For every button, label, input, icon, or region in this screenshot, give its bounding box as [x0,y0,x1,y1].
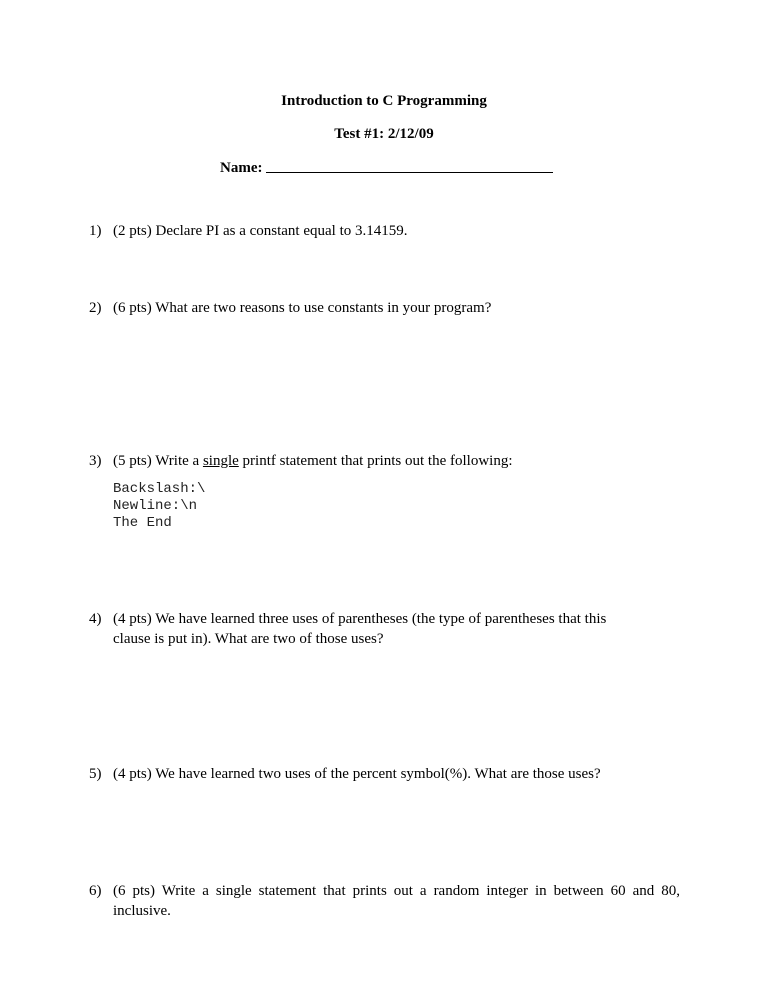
test-date-line: Test #1: 2/12/09 [334,126,434,142]
question-4 [89,609,645,649]
question-text: (4 pts) We have learned two uses of the percent symbol(%). What are those uses? [113,766,601,782]
question-text: (4 pts) We have learned three uses of parentheses (the type of parentheses that this clause is put in). What are two of those uses? [113,611,607,647]
question-number: 2) [89,300,102,316]
question-2 [89,298,649,318]
question-number: 5) [89,766,102,782]
question-text: (6 pts) Write a single statement that prints out a random integer in between 60 and 80, inclusive. [113,883,680,919]
page-title: Introduction to C Programming [281,93,487,109]
name-field [220,158,553,177]
question-text: (2 pts) Declare PI as a constant equal to 3.14159. [113,223,408,239]
code-line: Newline:\n [113,498,198,514]
question-text [113,451,649,471]
question-6 [89,881,680,921]
question-3 [89,451,649,471]
expected-output-code [113,481,205,532]
question-text: (6 pts) What are two reasons to use constants in your program? [113,300,492,316]
question-number: 4) [89,611,102,627]
emphasized-word: single [202,453,239,469]
name-label: Name: [220,160,263,176]
code-line: Backslash:\ [113,481,206,497]
question-number: 3) [89,453,102,469]
question-number: 1) [89,223,102,239]
question-text-part: printf statement that prints out the following: [238,453,513,469]
question-1 [89,221,649,241]
code-line: The End [113,515,172,531]
question-number: 6) [89,883,102,899]
question-text-part: (5 pts) Write a [113,453,203,469]
question-5 [89,764,649,784]
name-blank-line [266,158,553,173]
